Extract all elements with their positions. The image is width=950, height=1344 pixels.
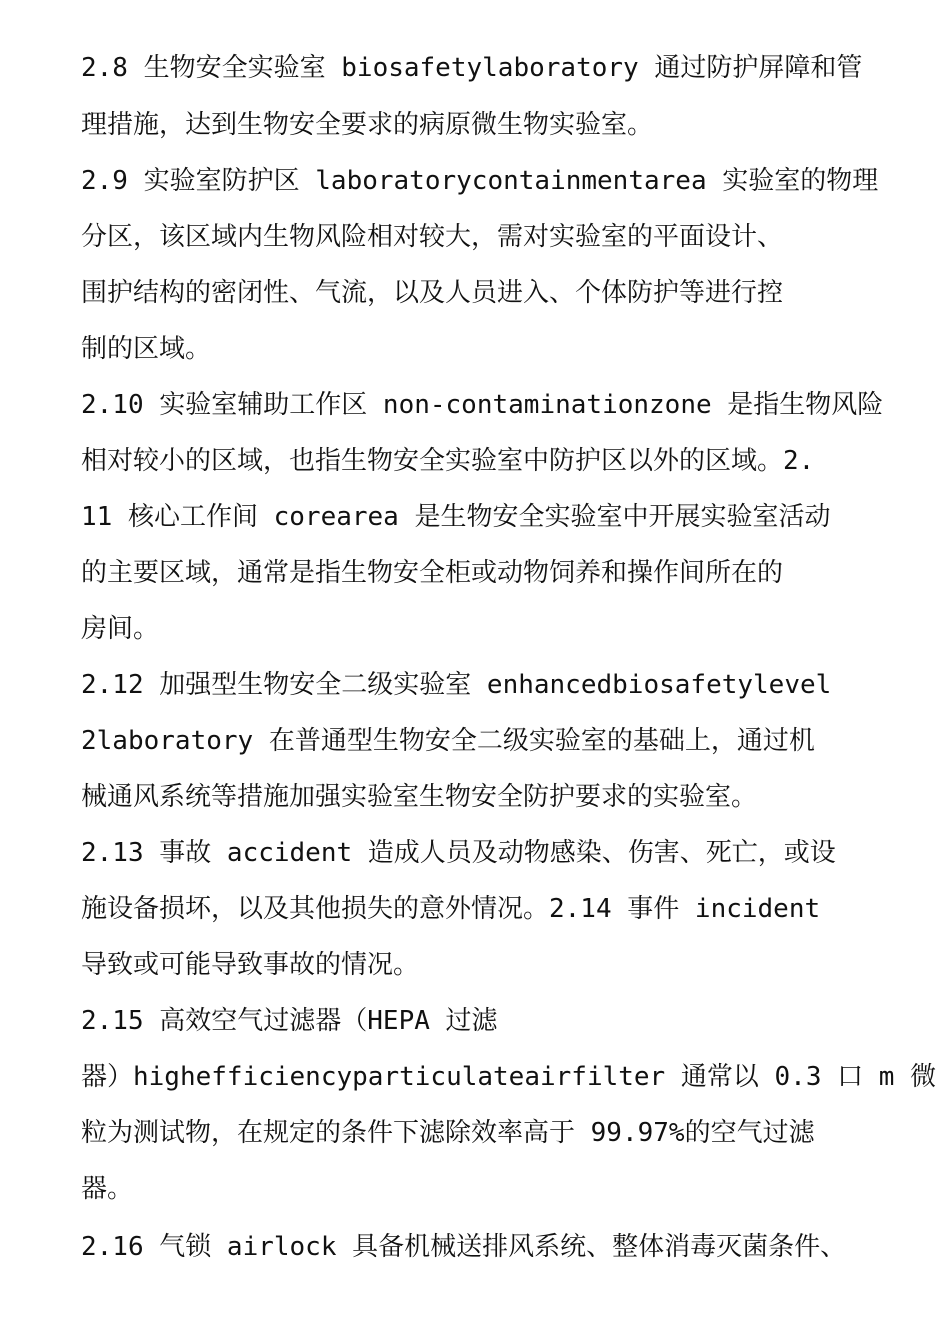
text-line: 相对较小的区域，也指生物安全实验室中防护区以外的区域。2. <box>81 446 815 476</box>
text-line: 11 核心工作间 corearea 是生物安全实验室中开展实验室活动 <box>81 502 831 532</box>
text-line: 2.15 高效空气过滤器（HEPA 过滤 <box>81 1006 498 1036</box>
text-line: 器。 <box>81 1174 134 1204</box>
text-line: 房间。 <box>81 614 160 644</box>
text-line: 2.13 事故 accident 造成人员及动物感染、伤害、死亡，或设 <box>81 838 836 868</box>
text-line: 2.9 实验室防护区 laboratorycontainmentarea 实验室的物理 <box>81 166 879 196</box>
text-line: 械通风系统等措施加强实验室生物安全防护要求的实验室。 <box>81 782 758 812</box>
text-line: 2.12 加强型生物安全二级实验室 enhancedbiosafetylevel <box>81 670 832 700</box>
text-line: 的主要区域，通常是指生物安全柜或动物饲养和操作间所在的 <box>81 558 784 588</box>
text-line: 粒为测试物，在规定的条件下滤除效率高于 99.97%的空气过滤 <box>81 1118 815 1148</box>
text-line: 2laboratory 在普通型生物安全二级实验室的基础上，通过机 <box>81 726 815 756</box>
text-line: 2.8 生物安全实验室 biosafetylaboratory 通过防护屏障和管 <box>81 53 863 83</box>
text-line: 器）highefficiencyparticulateairfilter 通常以 0.3 口 m 微 <box>81 1062 937 1092</box>
text-line: 2.10 实验室辅助工作区 non-contaminationzone 是指生物风险 <box>81 390 884 420</box>
text-line: 施设备损坏，以及其他损失的意外情况。2.14 事件 incident <box>81 894 821 924</box>
text-line: 2.16 气锁 airlock 具备机械送排风系统、整体消毒灭菌条件、 <box>81 1232 847 1262</box>
text-line: 围护结构的密闭性、气流，以及人员进入、个体防护等进行控 <box>81 278 784 308</box>
text-line: 导致或可能导致事故的情况。 <box>81 950 420 980</box>
text-line: 制的区域。 <box>81 334 212 364</box>
text-line: 分区，该区域内生物风险相对较大，需对实验室的平面设计、 <box>81 222 784 252</box>
text-line: 理措施，达到生物安全要求的病原微生物实验室。 <box>81 110 654 140</box>
